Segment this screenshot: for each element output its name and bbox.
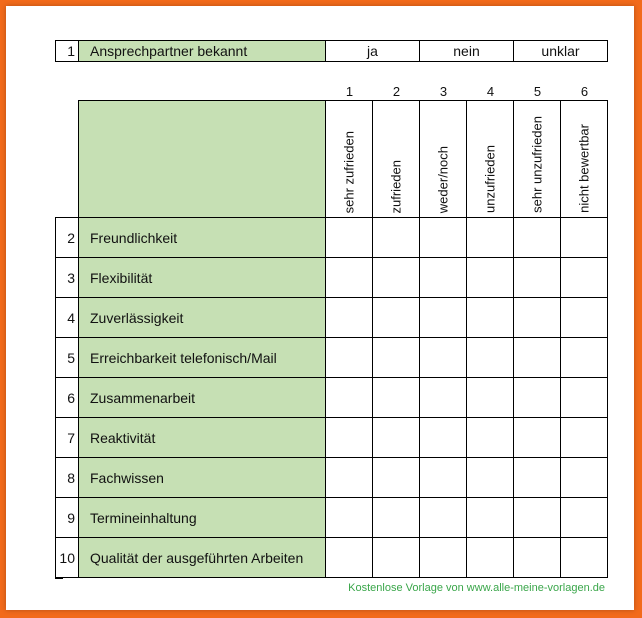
rating-cell[interactable] [372,417,420,458]
column-number: 5 [533,84,542,99]
rating-cell[interactable] [325,457,373,498]
row-label: Termineinhaltung [78,497,326,538]
rating-cell[interactable] [372,457,420,498]
row-number: 8 [55,457,79,498]
rating-cell[interactable] [325,377,373,418]
row-number: 4 [55,297,79,338]
rating-cell[interactable] [466,337,514,378]
option-ja-cell[interactable]: ja [325,40,420,62]
rating-cell[interactable] [372,297,420,338]
column-header [325,100,373,218]
rating-cell[interactable] [513,257,561,298]
column-header [372,100,420,218]
row-number: 2 [55,217,79,258]
rating-cell[interactable] [513,217,561,258]
rating-cell[interactable] [419,497,467,538]
rating-cell[interactable] [560,417,608,458]
rating-cell[interactable] [560,457,608,498]
column-number: 4 [486,84,495,99]
rating-cell[interactable] [419,337,467,378]
rating-cell[interactable] [372,217,420,258]
column-header-label: nicht bewertbar [576,124,592,213]
rating-cell[interactable] [466,257,514,298]
row-label: Zuverlässigkeit [78,297,326,338]
option-nein-cell[interactable]: nein [419,40,514,62]
rating-cell[interactable] [325,257,373,298]
column-header-label: sehr zufrieden [341,130,357,213]
row-label: Qualität der ausgeführten Arbeiten [78,537,326,578]
row-number: 10 [55,537,79,578]
column-header [560,100,608,218]
column-header-label: weder/noch [435,145,451,213]
rating-cell[interactable] [560,297,608,338]
rating-cell[interactable] [419,217,467,258]
rating-cell[interactable] [513,457,561,498]
edge-mark [55,578,63,579]
column-header-label: unzufrieden [482,145,498,213]
rating-cell[interactable] [325,497,373,538]
rating-cell[interactable] [325,297,373,338]
row-number: 5 [55,337,79,378]
rating-cell[interactable] [466,457,514,498]
rating-cell[interactable] [513,297,561,338]
row-label: Flexibilität [78,257,326,298]
rating-cell[interactable] [513,337,561,378]
rating-cell[interactable] [560,337,608,378]
column-header [466,100,514,218]
rating-cell[interactable] [325,417,373,458]
rating-cell[interactable] [372,497,420,538]
row-number: 3 [55,257,79,298]
column-header-label: zufrieden [388,159,404,213]
column-header [513,100,561,218]
rating-cell[interactable] [513,497,561,538]
row-number: 1 [55,40,79,62]
rating-cell[interactable] [466,217,514,258]
row-label: Ansprechpartner bekannt [78,40,326,62]
rating-cell[interactable] [325,217,373,258]
rating-cell[interactable] [466,377,514,418]
rating-cell[interactable] [325,337,373,378]
rating-cell[interactable] [560,257,608,298]
rating-cell[interactable] [560,497,608,538]
column-number: 3 [439,84,448,99]
rating-cell[interactable] [466,497,514,538]
column-header [419,100,467,218]
row-number: 6 [55,377,79,418]
rating-cell[interactable] [419,297,467,338]
row-label: Erreichbarkeit telefonisch/Mail [78,337,326,378]
rating-cell[interactable] [419,257,467,298]
rating-cell[interactable] [372,337,420,378]
rating-cell[interactable] [372,377,420,418]
rating-cell[interactable] [325,537,373,578]
rating-cell[interactable] [419,377,467,418]
column-number: 1 [345,84,354,99]
rating-cell[interactable] [466,417,514,458]
footer-credit: Kostenlose Vorlage von www.alle-meine-vorlagen.de [348,582,605,594]
row-label: Zusammenarbeit [78,377,326,418]
rating-cell[interactable] [419,537,467,578]
rating-cell[interactable] [466,297,514,338]
rating-cell[interactable] [372,537,420,578]
row-label: Fachwissen [78,457,326,498]
row-label: Reaktivität [78,417,326,458]
header-label-cell [78,100,326,218]
rating-cell[interactable] [372,257,420,298]
rating-cell[interactable] [560,377,608,418]
column-number: 6 [580,84,589,99]
row-label: Freundlichkeit [78,217,326,258]
rating-cell[interactable] [466,537,514,578]
rating-cell[interactable] [419,457,467,498]
rating-cell[interactable] [513,417,561,458]
rating-cell[interactable] [513,377,561,418]
column-header-label: sehr unzufrieden [529,116,545,213]
rating-cell[interactable] [560,217,608,258]
column-number: 2 [392,84,401,99]
rating-cell[interactable] [419,417,467,458]
option-unklar-cell[interactable]: unklar [513,40,608,62]
row-number: 9 [55,497,79,538]
row-number: 7 [55,417,79,458]
rating-cell[interactable] [513,537,561,578]
rating-cell[interactable] [560,537,608,578]
